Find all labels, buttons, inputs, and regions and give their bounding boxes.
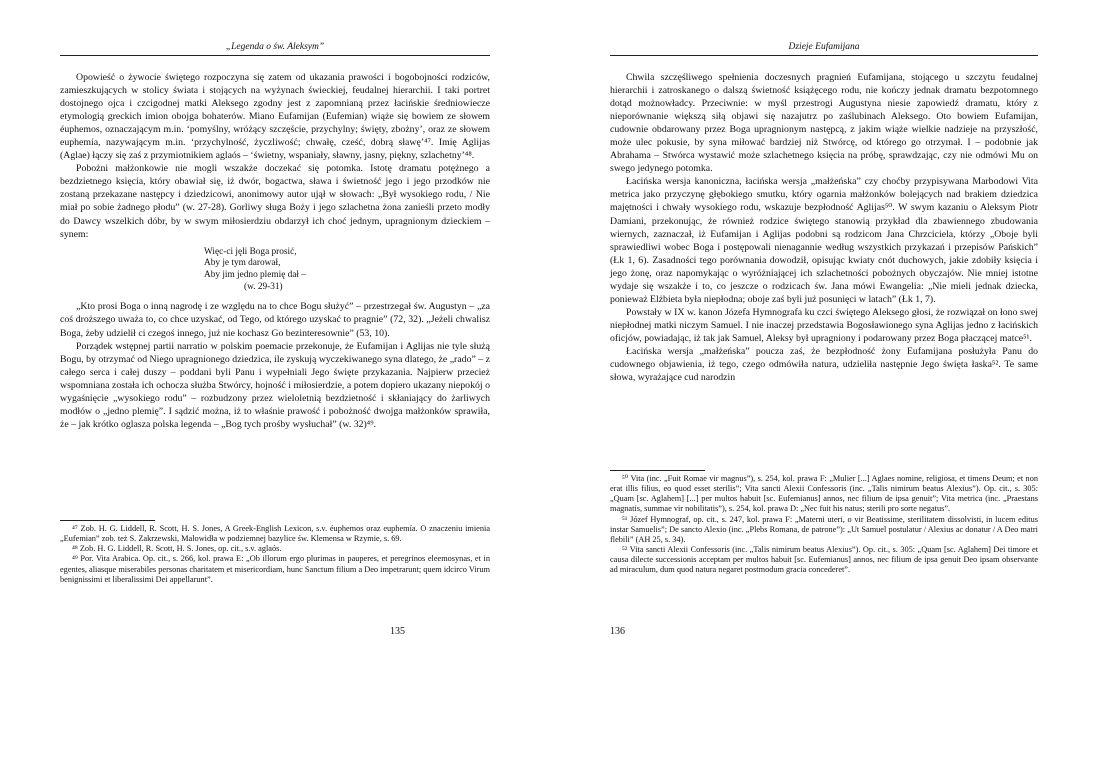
paragraph: „Kto prosi Boga o inną nagrodę i ze względu na to chce Bogu służyć” – przestrzegał św. Augustyn – „za coś droższego uważa to, co chce uzyskać, od Tego, od którego uzyskać to pragnie” (72, 32). „Jeżeli chwalisz Boga, żeby udzielił ci czegoś innego, już nie kochasz Go bezinteresownie” (53, 10).	[60, 301, 490, 339]
footnote: ⁵¹ Józef Hymnograf, op. cit., s. 247, kol. prawa F: „Materni uteri, o vir Beatissime, sterilitatem dissolvisti, in lucem editus instar Samuelis”; De sancto Alexio (inc. „Plebs Romana, de patrone”): „Ut Samuel postulatur / Alexius ac donatur / A Deo matri flebili” (AH 25, s. 34).	[610, 514, 1038, 544]
running-head: „Legenda o św. Aleksym”	[225, 42, 325, 52]
header-rule	[610, 55, 1038, 56]
footnotes	[60, 524, 490, 585]
body-text	[610, 71, 1038, 384]
verse-quote	[204, 247, 490, 294]
footnote: ⁵⁰ Vita (inc. „Fuit Romae vir magnus”), s. 254, kol. prawa F: „Mulier [...] Aglaes nomine, religiosa, et timens Deum; et non erat illis filius, eo quod esset sterilis”; Vita sancti Alexii Confessoris (inc. „Talis nimirum beatus Alexius”). Op. cit., s. 305: „Quam [sc. Aglahem] [...] per multos habuit [sc. Eufemianus] annos, nec filium de ipsa genuit”; Vita metrica (inc. „Praestans magnatis, summae vir nobilitatis”), s. 254, kol. prawa D: „Nec fuit his natus; sterili pro sorte negatus”.	[610, 474, 1038, 514]
footnote: ⁴⁷ Zob. H. G. Liddell, R. Scott, H. S. Jones, A Greek-English Lexicon, s.v. éuphemos oraz euphemía. O znaczeniu imienia „Eufemian” zob. też S. Zakrzewski, Malowidła w podziemnej bazylice św. Klemensa w Rzymie, s. 69.	[60, 524, 490, 544]
paragraph: Opowieść o żywocie świętego rozpoczyna się zatem od ukazania prawości i bogobojności rodziców, zamieszkujących w stolicy świata i stojących na wyżynach świeckiej, feudalnej hierarchii. I taki portret dostojnego ojca i czcigodnej matki Aleksego zgodny jest z zapomnianą przez łacińskie średniowiecze etymologią greckich imion obojga bohaterów. Miano Eufamijan (Eufemian) wiąże się bowiem ze słowem éuphemos, oznaczającym m.in. ‘pomyślny, wróżący szczęście, przychylny; święty, zbożny’, oraz ze słowem euphemía, nazywającym m.in. ‘przychylność, życzliwość; chwałę, cześć, dobrą sławę’⁴⁷. Imię Aglijas (Aglae) łączy się zaś z przymiotnikiem aglaós – ‘świetny, wspaniały, sławny, jasny, piękny, szlachetny’⁴⁸.	[60, 72, 490, 162]
footnote: ⁵² Vita sancti Alexii Confessoris (inc. „Talis nimirum beatus Alexius”). Op. cit., s. 305: „Quam [sc. Aglahem] Dei timore et causa dilecte successionis acceptam per multos habuit [sc. Eufemianus] annos, nec filium de ipsa genuit Deo ipsam observante ad miraculum, dum quod natura negaret postmodum gracia concederet”.	[610, 545, 1038, 575]
paragraph: Łacińska wersja kanoniczna, łacińska wersja „małżeńska” czy choćby przypisywana Marbodowi Vita metrica jako przyczynę głębokiego smutku, który ogarnia małżonków bolejących nad brakiem dziedzica majętności i chwały wysokiego rodu, wskazuje bezpłodność Aglijas⁵⁰. W swym kazaniu o Aleksym Piotr Damiani, przekonując, że również rodzice świętego stanowią przykład dla zbawiennego zbudowania wiernych, zaznaczał, iż Eufamijan i Aglijas podobni są rodzicom Jana Chrzciciela, którzy „Oboje byli sprawiedliwi wobec Boga i postępowali nienagannie według wszystkich przykazań i przepisów Pańskich” (Łk 1, 6). Zasadności tego porównania dowodził, opisując kwiaty cnót duchowych, jakie zdobiły księcia i jego żonę, oraz napomykając o wyróżniającej ich szlachetności pobożnych obyczajów. Nie mniej istotne wydaje się wszakże i to, co jeszcze o rodzicach św. Jana mówi Ewangelia: „Nie mieli jednak dziecka, ponieważ Elżbieta była niepłodna; oboje zaś byli już posunięci w latach” (Łk 1, 7).	[610, 176, 1038, 305]
paragraph: Łacińska wersja „małżeńska” poucza zaś, że bezpłodność żony Eufamijana posłużyła Panu do cudownego objawienia, iż tego, czego odmówiła natura, udzieliła następnie Jego święta łaska⁵². Te same słowa, wyrażające cud narodzin	[610, 345, 1038, 384]
footnote-rule	[610, 470, 705, 471]
paragraph: Chwila szczęśliwego spełnienia doczesnych pragnień Eufamijana, stojącego u szczytu feudalnej hierarchii i zatroskanego o dalszą świetność książęcego rodu, nie kończy jednak dramatu bezpotomnego dotąd możnowładcy. Przeciwnie: w myśl przestrogi Augustyna niesie zapowiedź dramatu, który z nieporównanie większą siłą objawi się nazajutrz po zaślubinach Aleksego. Oto bowiem Eufamijan, cudownie obdarowany przez Boga upragnionym następcą, z jakim wiąże wielkie nadzieje na przyszłość, może ulec pokusie, by syna miłować bardziej niż Stwórcę, od którego go otrzymał. I – podobnie jak Abrahama – Stwórca wystawić może szlachetnego księcia na próbę, sprawdzając, czy nie odmówi Mu on swego jedynego potomka.	[610, 72, 1038, 175]
paragraph: Pobożni małżonkowie nie mogli wszakże doczekać się potomka. Istotę dramatu potężnego a bezdzietnego księcia, który obawiał się, iż dwór, bogactwa, sława i świetność jego i jego przodków nie zostaną przekazane następcy i dziedzicowi, anonimowy autor ujął w słowach: „Był wysokiego rodu, / Nie miał po sobie żadnego płodu” (w. 27-28). Gorliwy sługa Boży i jego szlachetna żona zanieśli przeto modły do Dawcy wszelkich dóbr, by w swym miłosierdziu obdarzył ich choć jednym, upragnionym dzieckiem – synem:	[60, 163, 490, 240]
footnote-rule	[60, 520, 155, 521]
body-text	[60, 71, 490, 431]
verse-line: Więc-ci jęli Boga prosić,	[204, 246, 297, 257]
paragraph: Powstały w IX w. kanon Józefa Hymnografa ku czci świętego Aleksego głosi, że rozwiązał on łono swej niepłodnej matki niczym Samuel. I nie inaczej przedstawia Bogosławionego syna Aglijas jedno z łacińskich oficjów, powiadając, iż tak jak Samuel, Aleksy był upragniony i podarowany przez Boga płaczącej matce⁵¹.	[610, 306, 1038, 344]
verse-reference: (w. 29-31)	[244, 281, 283, 292]
page-number: 135	[390, 626, 405, 637]
footnotes	[610, 474, 1038, 576]
verse-line: Aby je tym darował,	[204, 258, 281, 269]
header-rule	[60, 55, 490, 56]
verse-line: Aby jim jedno plemię dał –	[204, 270, 306, 281]
right-page	[550, 0, 1100, 777]
footnote: ⁴⁸ Zob. H. G. Liddell, R. Scott, H. S. Jones, op. cit., s.v. aglaós.	[72, 544, 282, 554]
paragraph: Porządek wstępnej partii narratio w polskim poemacie przekonuje, że Eufamijan i Aglijas nie tyle służą Bogu, by otrzymać od Niego upragnionego dziedzica, ile zyskują wyczekiwanego syna dlatego, że „rado” – z całego serca i całej duszy – poddani byli Panu i wypełniali Jego święte przykazania. Najpierw przecież wspomniana została ich ochocza służba Stwórcy, hojność i miłosierdzie, a potem dopiero ukazany niepokój o wygaśnięcie „wysokiego rodu” – rozbudzony przez wieloletnią bezdzietność i skłaniający do żarliwych modłów o „jedno plemię”. I sądzić można, iż to właśnie prawość i pobożność dwojga małżonków sprawiła, że – jak krótko oglasza polska legenda – „Bog tych prośby wysłuchał” (w. 32)⁴⁹.	[60, 340, 490, 430]
footnote: ⁴⁹ Por. Vita Arabica. Op. cit., s. 266, kol. prawa E: „Ob illorum ergo plurimas in pauperes, et peregrinos eleemosynas, et in egentes, aliasque miserabiles personas charitatem et misericordiam, hunc Sanctum filium a Deo impetrarunt; quem idcirco Virum benignissimi et liberalissimi Dei appellarunt”.	[60, 554, 490, 584]
page-number: 136	[610, 626, 625, 637]
running-head: Dzieje Eufamijana	[788, 42, 860, 52]
